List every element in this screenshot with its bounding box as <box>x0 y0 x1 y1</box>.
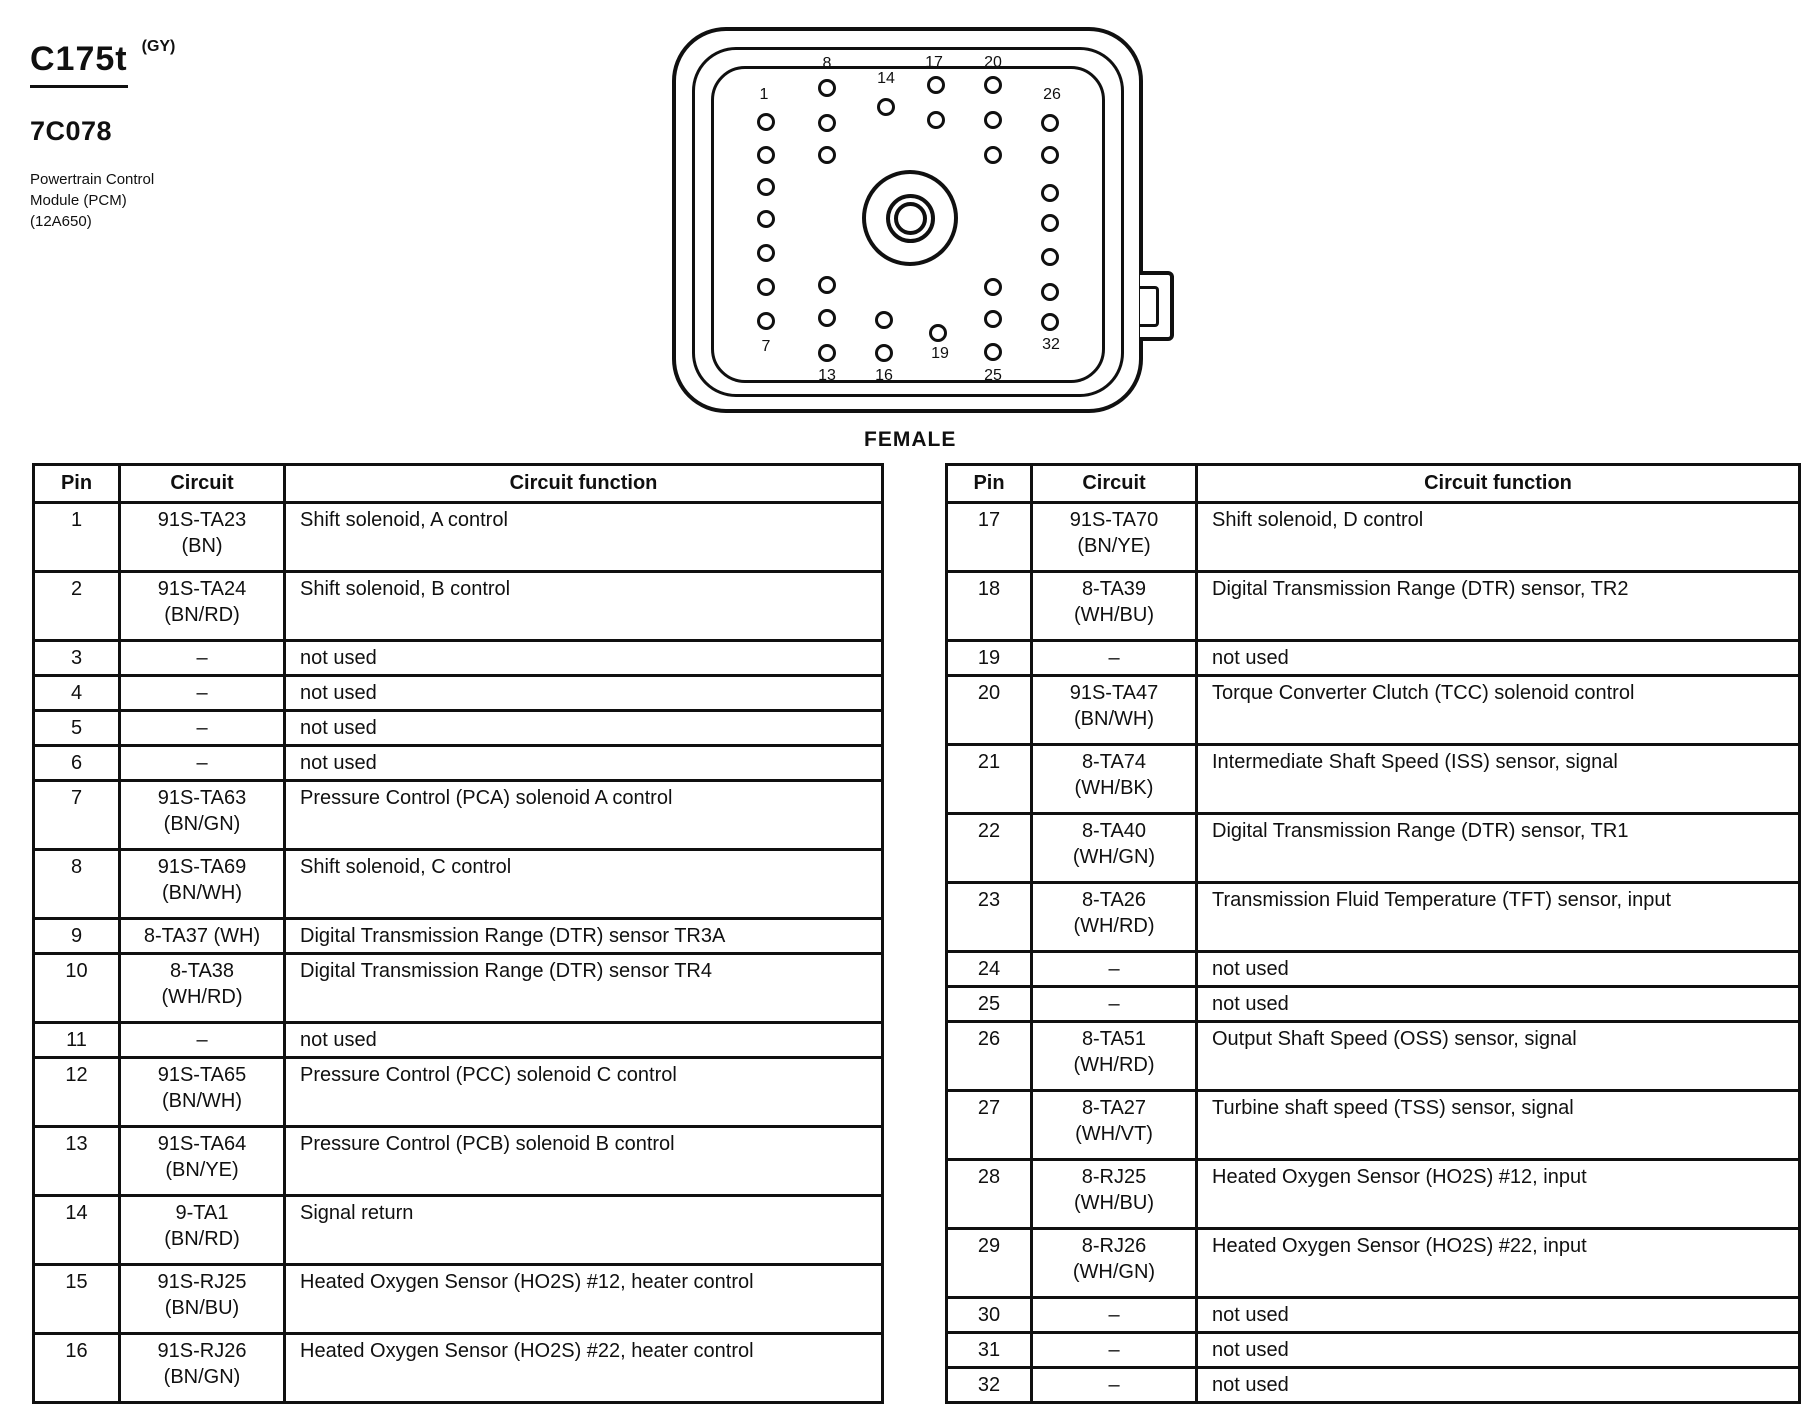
pin-number-label-26: 26 <box>1043 86 1061 103</box>
table-row-pin-8 <box>34 850 883 919</box>
circuit-cell: – <box>1032 1333 1197 1368</box>
table-row-pin-28 <box>947 1160 1800 1229</box>
pin-cell: 16 <box>34 1334 120 1403</box>
table-row-pin-25 <box>947 987 1800 1022</box>
pin-hole-6 <box>757 278 775 296</box>
circuit-cell: – <box>120 1023 285 1058</box>
pin-hole-13 <box>818 344 836 362</box>
title-block <box>30 40 175 232</box>
pin-cell: 13 <box>34 1127 120 1196</box>
function-cell: Heated Oxygen Sensor (HO2S) #22, heater control <box>285 1334 883 1403</box>
pin-hole-16 <box>875 344 893 362</box>
function-cell: Heated Oxygen Sensor (HO2S) #22, input <box>1197 1229 1800 1298</box>
pin-hole-4 <box>757 210 775 228</box>
center-post-inner-ring <box>894 202 927 235</box>
circuit-cell: 8-RJ26 (WH/GN) <box>1032 1229 1197 1298</box>
pin-hole-18 <box>927 111 945 129</box>
table-row-pin-31 <box>947 1333 1800 1368</box>
table-row-pin-30 <box>947 1298 1800 1333</box>
function-cell: not used <box>1197 952 1800 987</box>
circuit-cell: 91S-RJ26 (BN/GN) <box>120 1334 285 1403</box>
circuit-cell: – <box>120 711 285 746</box>
pin-number-label-17: 17 <box>925 54 943 71</box>
circuit-cell: 91S-TA23 (BN) <box>120 503 285 572</box>
table-row-pin-1 <box>34 503 883 572</box>
pin-cell: 2 <box>34 572 120 641</box>
pin-hole-10 <box>818 146 836 164</box>
table-row-pin-23 <box>947 883 1800 952</box>
pin-hole-1 <box>757 113 775 131</box>
table-row-pin-11 <box>34 1023 883 1058</box>
function-cell: Pressure Control (PCB) solenoid B control <box>285 1127 883 1196</box>
function-cell: Output Shaft Speed (OSS) sensor, signal <box>1197 1022 1800 1091</box>
function-cell: Shift solenoid, D control <box>1197 503 1800 572</box>
pin-cell: 19 <box>947 641 1032 676</box>
function-cell: Digital Transmission Range (DTR) sensor TR4 <box>285 954 883 1023</box>
circuit-cell: – <box>1032 641 1197 676</box>
function-cell: not used <box>285 1023 883 1058</box>
pin-cell: 30 <box>947 1298 1032 1333</box>
pin-cell: 4 <box>34 676 120 711</box>
table-row-pin-14 <box>34 1196 883 1265</box>
function-cell: Intermediate Shaft Speed (ISS) sensor, signal <box>1197 745 1800 814</box>
function-cell: not used <box>285 641 883 676</box>
circuit-cell: 8-TA74 (WH/BK) <box>1032 745 1197 814</box>
connector-id: C175t <box>30 40 128 88</box>
function-cell: Digital Transmission Range (DTR) sensor, TR2 <box>1197 572 1800 641</box>
pin-cell: 11 <box>34 1023 120 1058</box>
circuit-cell: 8-TA38 (WH/RD) <box>120 954 285 1023</box>
table-row-pin-29 <box>947 1229 1800 1298</box>
pin-number-label-1: 1 <box>759 86 769 103</box>
circuit-cell: – <box>1032 952 1197 987</box>
function-column-header: Circuit function <box>285 465 883 503</box>
function-cell: not used <box>285 746 883 781</box>
pin-hole-11 <box>818 276 836 294</box>
pin-hole-29 <box>1041 214 1059 232</box>
pin-number-label-13: 13 <box>818 367 836 384</box>
pin-cell: 32 <box>947 1368 1032 1403</box>
connector-color-code: (GY) <box>141 38 176 55</box>
pin-hole-32 <box>1041 313 1059 331</box>
function-cell: Signal return <box>285 1196 883 1265</box>
pin-hole-23 <box>984 278 1002 296</box>
table-row-pin-5 <box>34 711 883 746</box>
pin-cell: 1 <box>34 503 120 572</box>
circuit-cell: 91S-TA70 (BN/YE) <box>1032 503 1197 572</box>
pin-number-label-20: 20 <box>984 54 1002 71</box>
function-cell: not used <box>1197 987 1800 1022</box>
circuit-cell: 91S-RJ25 (BN/BU) <box>120 1265 285 1334</box>
pin-column-header: Pin <box>34 465 120 503</box>
circuit-cell: 8-TA39 (WH/BU) <box>1032 572 1197 641</box>
pin-hole-21 <box>984 111 1002 129</box>
function-cell: Turbine shaft speed (TSS) sensor, signal <box>1197 1091 1800 1160</box>
pin-cell: 23 <box>947 883 1032 952</box>
function-cell: Heated Oxygen Sensor (HO2S) #12, heater control <box>285 1265 883 1334</box>
pin-hole-20 <box>984 76 1002 94</box>
pin-cell: 6 <box>34 746 120 781</box>
pin-hole-7 <box>757 312 775 330</box>
pin-hole-22 <box>984 146 1002 164</box>
circuit-cell: 91S-TA65 (BN/WH) <box>120 1058 285 1127</box>
pin-hole-9 <box>818 114 836 132</box>
circuit-cell: 91S-TA63 (BN/GN) <box>120 781 285 850</box>
component-description <box>30 169 175 232</box>
function-cell: not used <box>285 711 883 746</box>
pin-number-label-25: 25 <box>984 367 1002 384</box>
pin-cell: 29 <box>947 1229 1032 1298</box>
table-header-row <box>947 465 1800 503</box>
table-row-pin-9 <box>34 919 883 954</box>
pin-cell: 31 <box>947 1333 1032 1368</box>
pin-hole-30 <box>1041 248 1059 266</box>
function-cell: not used <box>1197 1298 1800 1333</box>
table-row-pin-10 <box>34 954 883 1023</box>
table-row-pin-15 <box>34 1265 883 1334</box>
function-cell: not used <box>1197 641 1800 676</box>
function-cell: Digital Transmission Range (DTR) sensor TR3A <box>285 919 883 954</box>
pin-hole-24 <box>984 310 1002 328</box>
pin-hole-8 <box>818 79 836 97</box>
pin-number-label-7: 7 <box>761 338 771 355</box>
pin-column-header: Pin <box>947 465 1032 503</box>
pin-cell: 28 <box>947 1160 1032 1229</box>
connector-keyway-tab-inner <box>1140 286 1159 327</box>
pin-cell: 14 <box>34 1196 120 1265</box>
pinout-table-1-16 <box>32 463 884 1404</box>
table-row-pin-27 <box>947 1091 1800 1160</box>
pin-hole-5 <box>757 244 775 262</box>
pin-hole-17 <box>927 76 945 94</box>
function-cell: Shift solenoid, A control <box>285 503 883 572</box>
component-line: Module (PCM) <box>30 192 127 209</box>
pin-number-label-19: 19 <box>931 345 949 362</box>
table-row-pin-32 <box>947 1368 1800 1403</box>
function-cell: Pressure Control (PCC) solenoid C control <box>285 1058 883 1127</box>
table-row-pin-18 <box>947 572 1800 641</box>
circuit-cell: 8-TA40 (WH/GN) <box>1032 814 1197 883</box>
pin-hole-15 <box>875 311 893 329</box>
circuit-cell: – <box>1032 987 1197 1022</box>
circuit-cell: 8-TA37 (WH) <box>120 919 285 954</box>
connector-gender-label: FEMALE <box>864 428 957 451</box>
pin-hole-25 <box>984 343 1002 361</box>
circuit-cell: – <box>1032 1298 1197 1333</box>
pin-cell: 10 <box>34 954 120 1023</box>
circuit-cell: – <box>120 676 285 711</box>
pin-cell: 20 <box>947 676 1032 745</box>
pin-cell: 9 <box>34 919 120 954</box>
pin-hole-19 <box>929 324 947 342</box>
table-row-pin-24 <box>947 952 1800 987</box>
pin-cell: 22 <box>947 814 1032 883</box>
table-header-row <box>34 465 883 503</box>
table-row-pin-3 <box>34 641 883 676</box>
pin-hole-28 <box>1041 184 1059 202</box>
pin-cell: 26 <box>947 1022 1032 1091</box>
circuit-cell: 9-TA1 (BN/RD) <box>120 1196 285 1265</box>
circuit-cell: – <box>120 641 285 676</box>
table-row-pin-16 <box>34 1334 883 1403</box>
pin-number-label-8: 8 <box>822 55 832 72</box>
pin-hole-26 <box>1041 114 1059 132</box>
part-number: 7C078 <box>30 116 113 146</box>
pin-cell: 25 <box>947 987 1032 1022</box>
pin-cell: 15 <box>34 1265 120 1334</box>
pin-cell: 27 <box>947 1091 1032 1160</box>
pin-cell: 5 <box>34 711 120 746</box>
circuit-cell: 8-RJ25 (WH/BU) <box>1032 1160 1197 1229</box>
table-row-pin-6 <box>34 746 883 781</box>
table-row-pin-19 <box>947 641 1800 676</box>
circuit-cell: 91S-TA24 (BN/RD) <box>120 572 285 641</box>
circuit-cell: 8-TA27 (WH/VT) <box>1032 1091 1197 1160</box>
table-row-pin-12 <box>34 1058 883 1127</box>
table-row-pin-22 <box>947 814 1800 883</box>
circuit-cell: – <box>120 746 285 781</box>
table-row-pin-13 <box>34 1127 883 1196</box>
table-row-pin-17 <box>947 503 1800 572</box>
circuit-cell: 8-TA26 (WH/RD) <box>1032 883 1197 952</box>
circuit-column-header: Circuit <box>120 465 285 503</box>
function-cell: not used <box>1197 1333 1800 1368</box>
function-cell: Digital Transmission Range (DTR) sensor, TR1 <box>1197 814 1800 883</box>
circuit-cell: 91S-TA69 (BN/WH) <box>120 850 285 919</box>
pin-cell: 24 <box>947 952 1032 987</box>
circuit-cell: 91S-TA47 (BN/WH) <box>1032 676 1197 745</box>
pin-number-label-14: 14 <box>877 70 895 87</box>
table-row-pin-21 <box>947 745 1800 814</box>
table-row-pin-26 <box>947 1022 1800 1091</box>
table-row-pin-20 <box>947 676 1800 745</box>
function-cell: Shift solenoid, B control <box>285 572 883 641</box>
table-row-pin-7 <box>34 781 883 850</box>
function-cell: Heated Oxygen Sensor (HO2S) #12, input <box>1197 1160 1800 1229</box>
pin-hole-3 <box>757 178 775 196</box>
pin-number-label-16: 16 <box>875 367 893 384</box>
pin-cell: 17 <box>947 503 1032 572</box>
circuit-cell: – <box>1032 1368 1197 1403</box>
pin-hole-14 <box>877 98 895 116</box>
function-cell: not used <box>285 676 883 711</box>
table-row-pin-4 <box>34 676 883 711</box>
component-line: Powertrain Control <box>30 171 155 188</box>
pin-cell: 3 <box>34 641 120 676</box>
pin-hole-31 <box>1041 283 1059 301</box>
pin-cell: 12 <box>34 1058 120 1127</box>
pin-cell: 21 <box>947 745 1032 814</box>
pin-cell: 18 <box>947 572 1032 641</box>
function-column-header: Circuit function <box>1197 465 1800 503</box>
table-row-pin-2 <box>34 572 883 641</box>
component-line: (12A650) <box>30 213 92 230</box>
circuit-cell: 91S-TA64 (BN/YE) <box>120 1127 285 1196</box>
pin-hole-2 <box>757 146 775 164</box>
function-cell: not used <box>1197 1368 1800 1403</box>
circuit-cell: 8-TA51 (WH/RD) <box>1032 1022 1197 1091</box>
pin-cell: 7 <box>34 781 120 850</box>
pin-hole-12 <box>818 309 836 327</box>
pin-hole-27 <box>1041 146 1059 164</box>
function-cell: Transmission Fluid Temperature (TFT) sensor, input <box>1197 883 1800 952</box>
function-cell: Shift solenoid, C control <box>285 850 883 919</box>
function-cell: Pressure Control (PCA) solenoid A control <box>285 781 883 850</box>
pinout-table-17-32 <box>945 463 1801 1404</box>
function-cell: Torque Converter Clutch (TCC) solenoid control <box>1197 676 1800 745</box>
circuit-column-header: Circuit <box>1032 465 1197 503</box>
pin-cell: 8 <box>34 850 120 919</box>
pin-number-label-32: 32 <box>1042 336 1060 353</box>
